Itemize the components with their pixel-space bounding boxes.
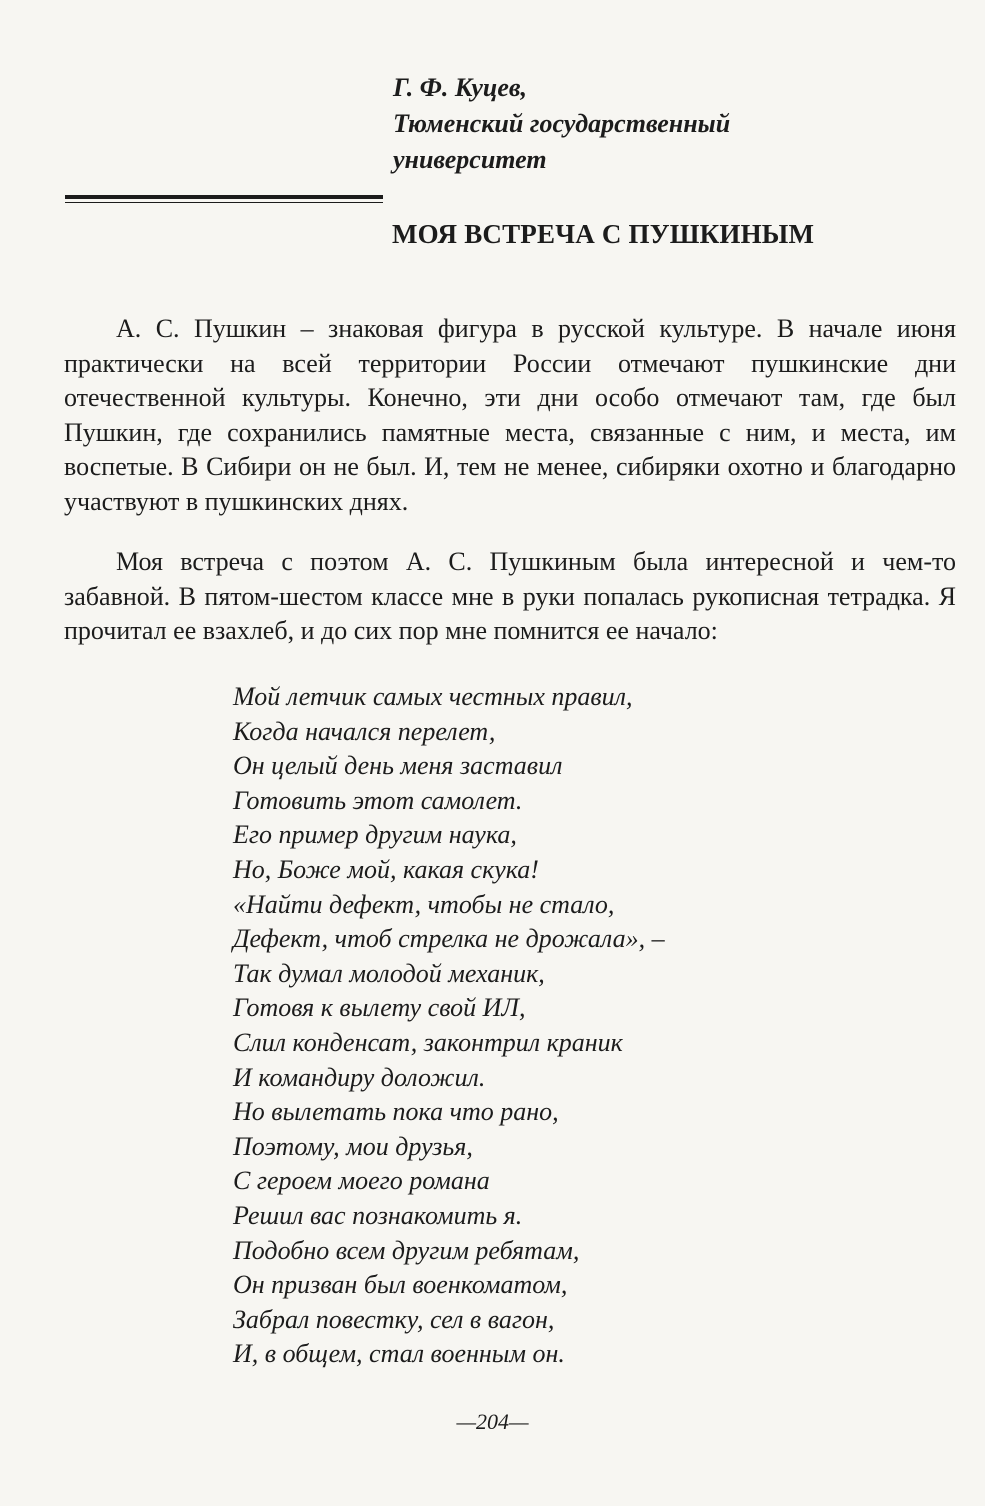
verse-line: Забрал повестку, сел в вагон,: [233, 1304, 555, 1334]
author-affiliation-line-1: Тюменский государственный: [393, 109, 731, 138]
verse-line: Он призван был военкоматом,: [233, 1270, 568, 1300]
author-name: Г. Ф. Куцев,: [393, 73, 528, 102]
verse-line: Его пример другим наука,: [233, 820, 517, 850]
verse-line: Когда начался перелет,: [233, 716, 496, 746]
verse-line: Мой летчик самых честных правил,: [233, 682, 633, 711]
verse-line: С героем моего романа: [233, 1166, 490, 1196]
verse-line: И, в общем, стал военным он.: [233, 1339, 565, 1369]
verse-line: Но вылетать пока что рано,: [233, 1097, 559, 1127]
divider-thick: [65, 195, 383, 199]
verse-line: Он целый день меня заставил: [233, 751, 563, 781]
verse-line: И командиру доложил.: [233, 1062, 486, 1092]
paragraph-2: Моя встреча с поэтом А. С. Пушкиным была интересной и чем-то забавной. В пятом-шестом классе мне в руки попалась рукописная тетрадка. Я прочитал ее взахлеб, и до сих пор мне помнится ее начало:: [64, 547, 956, 646]
verse-line: Готовя к вылету свой ИЛ,: [233, 993, 526, 1023]
author-affiliation-line-2: университет: [393, 145, 547, 174]
verse-block: [233, 680, 665, 1372]
verse-line: Слил конденсат, законтрил краник: [233, 1027, 623, 1057]
article-title: МОЯ ВСТРЕЧА С ПУШКИНЫМ: [392, 219, 815, 249]
verse-line: Поэтому, мои друзья,: [233, 1131, 473, 1161]
author-block: [393, 70, 913, 178]
verse-line: Подобно всем другим ребятам,: [233, 1235, 580, 1265]
verse-line: Готовить этот самолет.: [233, 785, 523, 815]
verse-line: Решил вас познакомить я.: [233, 1200, 523, 1230]
verse-line: «Найти дефект, чтобы не стало,: [233, 889, 615, 919]
verse-line: Так думал молодой механик,: [233, 958, 545, 988]
page-number: —204—: [456, 1409, 529, 1434]
divider-thin: [65, 202, 383, 203]
paragraph-1: А. С. Пушкин – знаковая фигура в русской культуре. В начале июня практически на всей территории России отмечают пушкинские дни отечественной культуры. Конечно, эти дни особо отмечают там, где был Пушкин, где сохранились памятные места, связанные с ним, и места, им воспетые. В Сибири он не был. И, тем не менее, сибиряки охотно и благодарно участвуют в пушкинских днях.: [64, 314, 956, 516]
verse-line: Но, Боже мой, какая скука!: [233, 854, 539, 884]
verse-line: Дефект, чтоб стрелка не дрожала», –: [233, 924, 665, 954]
